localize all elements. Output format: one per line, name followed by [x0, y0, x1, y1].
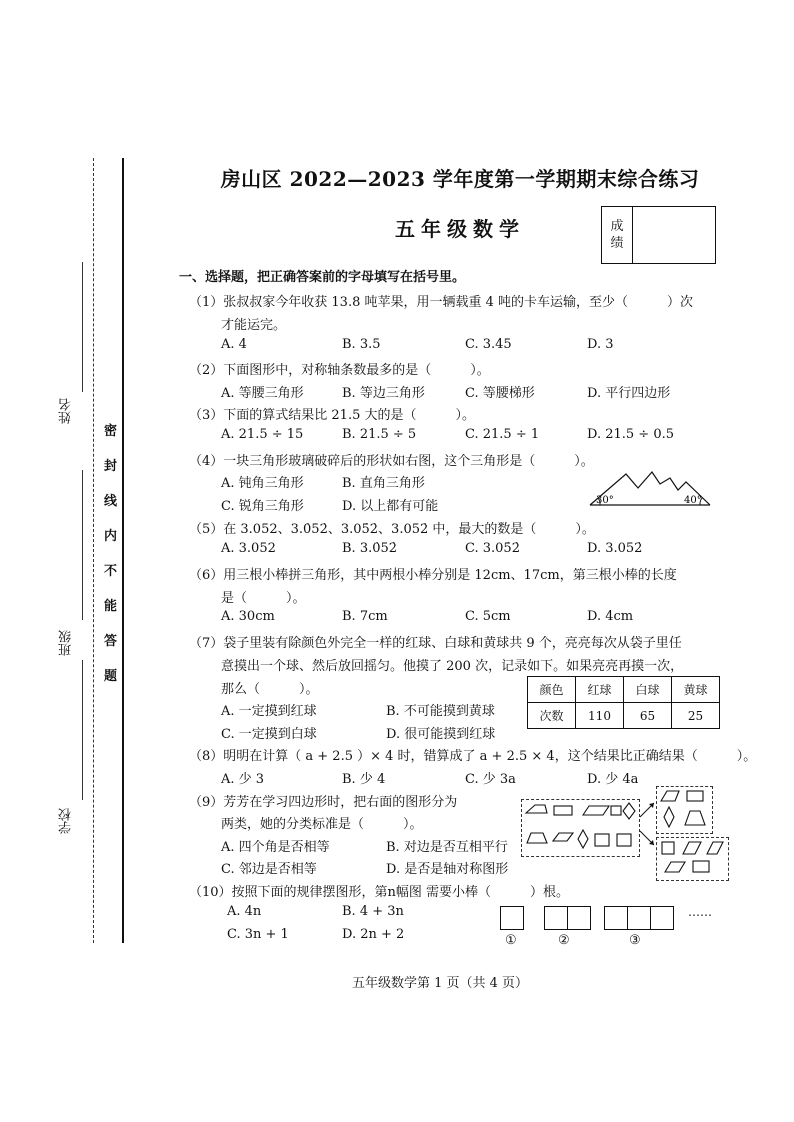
- name-label: 姓名: [59, 398, 74, 424]
- question-4-text: （4）一块三角形玻璃破碎后的形状如右图，这个三角形是（ ）。: [189, 454, 594, 469]
- name-blank[interactable]: [82, 262, 84, 392]
- quadrilaterals-group-1-figure: [657, 787, 711, 831]
- option-a: A. 4n: [227, 904, 262, 919]
- seal-char: 内: [104, 529, 118, 544]
- option-a: A. 4: [221, 337, 247, 352]
- question-1-text: （1）张叔叔家今年收获 13.8 吨苹果，用一辆载重 4 吨的卡车运输，至少（ ）次: [189, 295, 694, 310]
- seal-char: 答: [104, 634, 118, 649]
- option-a: A. 钝角三角形: [221, 476, 304, 491]
- option-c: C. 等腰梯形: [465, 386, 535, 401]
- option-d: D. 少 4a: [587, 772, 639, 787]
- option-c: C. 邻边是否相等: [221, 862, 317, 877]
- stick-figure-3-square: [627, 906, 651, 930]
- table-row: [528, 703, 720, 729]
- option-c: C. 少 3a: [465, 772, 516, 787]
- option-a: A. 少 3: [221, 772, 265, 787]
- class-blank[interactable]: [82, 470, 84, 620]
- option-d: D. 2n + 2: [342, 927, 405, 942]
- question-3-text: （3）下面的算式结果比 21.5 大的是（ ）。: [189, 408, 475, 423]
- table-cell: 110: [576, 703, 624, 729]
- stick-figure-3-square: [650, 906, 674, 930]
- broken-triangle-figure: [586, 468, 714, 510]
- classification-arrows: [638, 795, 658, 855]
- question-7-text-cont: 那么（ ）。: [221, 682, 319, 697]
- option-d: D. 21.5 ÷ 0.5: [587, 427, 675, 442]
- option-b: B. 21.5 ÷ 5: [342, 427, 417, 442]
- option-b: B. 不可能摸到黄球: [386, 704, 495, 719]
- seal-char: 线: [104, 494, 118, 509]
- table-cell: 65: [624, 703, 672, 729]
- option-d: D. 是否是轴对称图形: [386, 862, 509, 877]
- option-c: C. 3.45: [465, 337, 512, 352]
- question-1-text-cont: 才能运完。: [221, 318, 287, 333]
- seal-char: 题: [104, 669, 118, 684]
- school-label: 学校: [59, 808, 74, 834]
- option-a: A. 四个角是否相等: [221, 840, 330, 855]
- table-cell: 白球: [624, 677, 672, 703]
- stick-figure-2-square: [567, 906, 591, 930]
- figure-label-3: ③: [629, 933, 641, 948]
- question-6-text: （6）用三根小棒拼三角形，其中两根小棒分别是 12cm、17cm，第三根小棒的长度: [189, 568, 677, 583]
- option-a: A. 一定摸到红球: [221, 704, 317, 719]
- question-2-text: （2）下面图形中，对称轴条数最多的是（ ）。: [189, 363, 490, 378]
- option-b: B. 4 + 3n: [342, 904, 404, 919]
- question-5-text: （5）在 3.052、3.0̇52̇、3.05̇2̇、3.052̇ 中，最大的数是（ ）。: [189, 522, 595, 537]
- option-a: A. 21.5 ÷ 15: [221, 427, 304, 442]
- table-cell: 颜色: [528, 677, 576, 703]
- option-b: B. 等边三角形: [342, 386, 425, 401]
- page-footer: 五年级数学第 1 页（共 4 页）: [351, 976, 529, 991]
- stick-figure-2-square: [544, 906, 568, 930]
- question-10-text: （10）按照下面的规律摆图形，第n幅图 需要小棒（ ）根。: [189, 885, 570, 900]
- angle-left-label: 30°: [596, 495, 614, 506]
- section-heading: 一、选择题，把正确答案前的字母填写在括号里。: [179, 270, 466, 285]
- seal-char: 密: [104, 424, 118, 439]
- option-c: C. 锐角三角形: [221, 499, 304, 514]
- exam-title: 房山区 2022—2023 学年度第一学期期末综合练习: [220, 167, 700, 191]
- option-d: D. 3: [587, 337, 614, 352]
- option-d: D. 4cm: [587, 609, 634, 624]
- option-a: A. 30cm: [221, 609, 275, 624]
- option-a: A. 3.052: [221, 541, 276, 556]
- score-label: 成绩: [602, 207, 633, 263]
- score-box: [601, 206, 716, 264]
- table-cell: 黄球: [672, 677, 720, 703]
- option-d: D. 3.052̇: [587, 541, 643, 556]
- quadrilaterals-group-2-figure: [657, 838, 727, 878]
- question-7-text-cont: 意摸出一个球、然后放回摇匀。他摸了 200 次，记录如下。如果亮亮再摸一次，: [221, 659, 684, 674]
- option-c: C. 一定摸到白球: [221, 727, 317, 742]
- angle-right-label: 40°: [684, 495, 702, 506]
- stick-figure-3-square: [604, 906, 628, 930]
- school-blank[interactable]: [82, 660, 84, 800]
- option-b: B. 3.5: [342, 337, 381, 352]
- ball-record-table: [527, 676, 720, 729]
- figure-label-1: ①: [505, 933, 517, 948]
- option-a: A. 等腰三角形: [221, 386, 304, 401]
- quadrilaterals-all-figure: [523, 801, 637, 853]
- question-7-text: （7）袋子里装有除颜色外完全一样的红球、白球和黄球共 9 个，亮亮每次从袋子里任: [189, 636, 682, 651]
- option-b: B. 直角三角形: [342, 476, 425, 491]
- score-field[interactable]: [633, 207, 715, 263]
- stick-figure-1-square: [500, 906, 524, 930]
- option-b: B. 3.0̇52̇: [342, 541, 398, 556]
- question-8-text: （8）明明在计算（ a + 2.5 ）× 4 时，错算成了 a + 2.5 × 4，这个结果比正确结果（ ）。: [189, 749, 757, 764]
- option-d: D. 平行四边形: [587, 386, 671, 401]
- figure-label-2: ②: [558, 933, 570, 948]
- table-header-row: [528, 677, 720, 703]
- table-cell: 次数: [528, 703, 576, 729]
- option-b: B. 少 4: [342, 772, 386, 787]
- option-c: C. 3n + 1: [227, 927, 289, 942]
- seal-char: 不: [104, 564, 118, 579]
- option-c: C. 21.5 ÷ 1: [465, 427, 540, 442]
- option-d: D. 以上都有可能: [342, 499, 439, 514]
- option-c: C. 3.05̇2̇: [465, 541, 520, 556]
- option-d: D. 很可能摸到红球: [386, 727, 496, 742]
- option-b: B. 对边是否互相平行: [386, 840, 508, 855]
- exam-subtitle: 五年级数学: [395, 217, 525, 241]
- seal-char: 封: [104, 459, 118, 474]
- binding-solid-line: [122, 158, 124, 943]
- table-cell: 25: [672, 703, 720, 729]
- table-cell: 红球: [576, 677, 624, 703]
- question-9-text: （9）芳芳在学习四边形时，把右面的图形分为: [189, 795, 458, 810]
- question-6-text-cont: 是（ ）。: [221, 591, 306, 606]
- option-c: C. 5cm: [465, 609, 511, 624]
- continuation-ellipsis: ……: [688, 905, 712, 919]
- seal-char: 能: [104, 599, 118, 614]
- binding-dashed-line: [93, 158, 94, 943]
- option-b: B. 7cm: [342, 609, 388, 624]
- question-9-text-cont: 两类，她的分类标准是（ ）。: [221, 817, 423, 832]
- class-label: 班级: [59, 630, 74, 656]
